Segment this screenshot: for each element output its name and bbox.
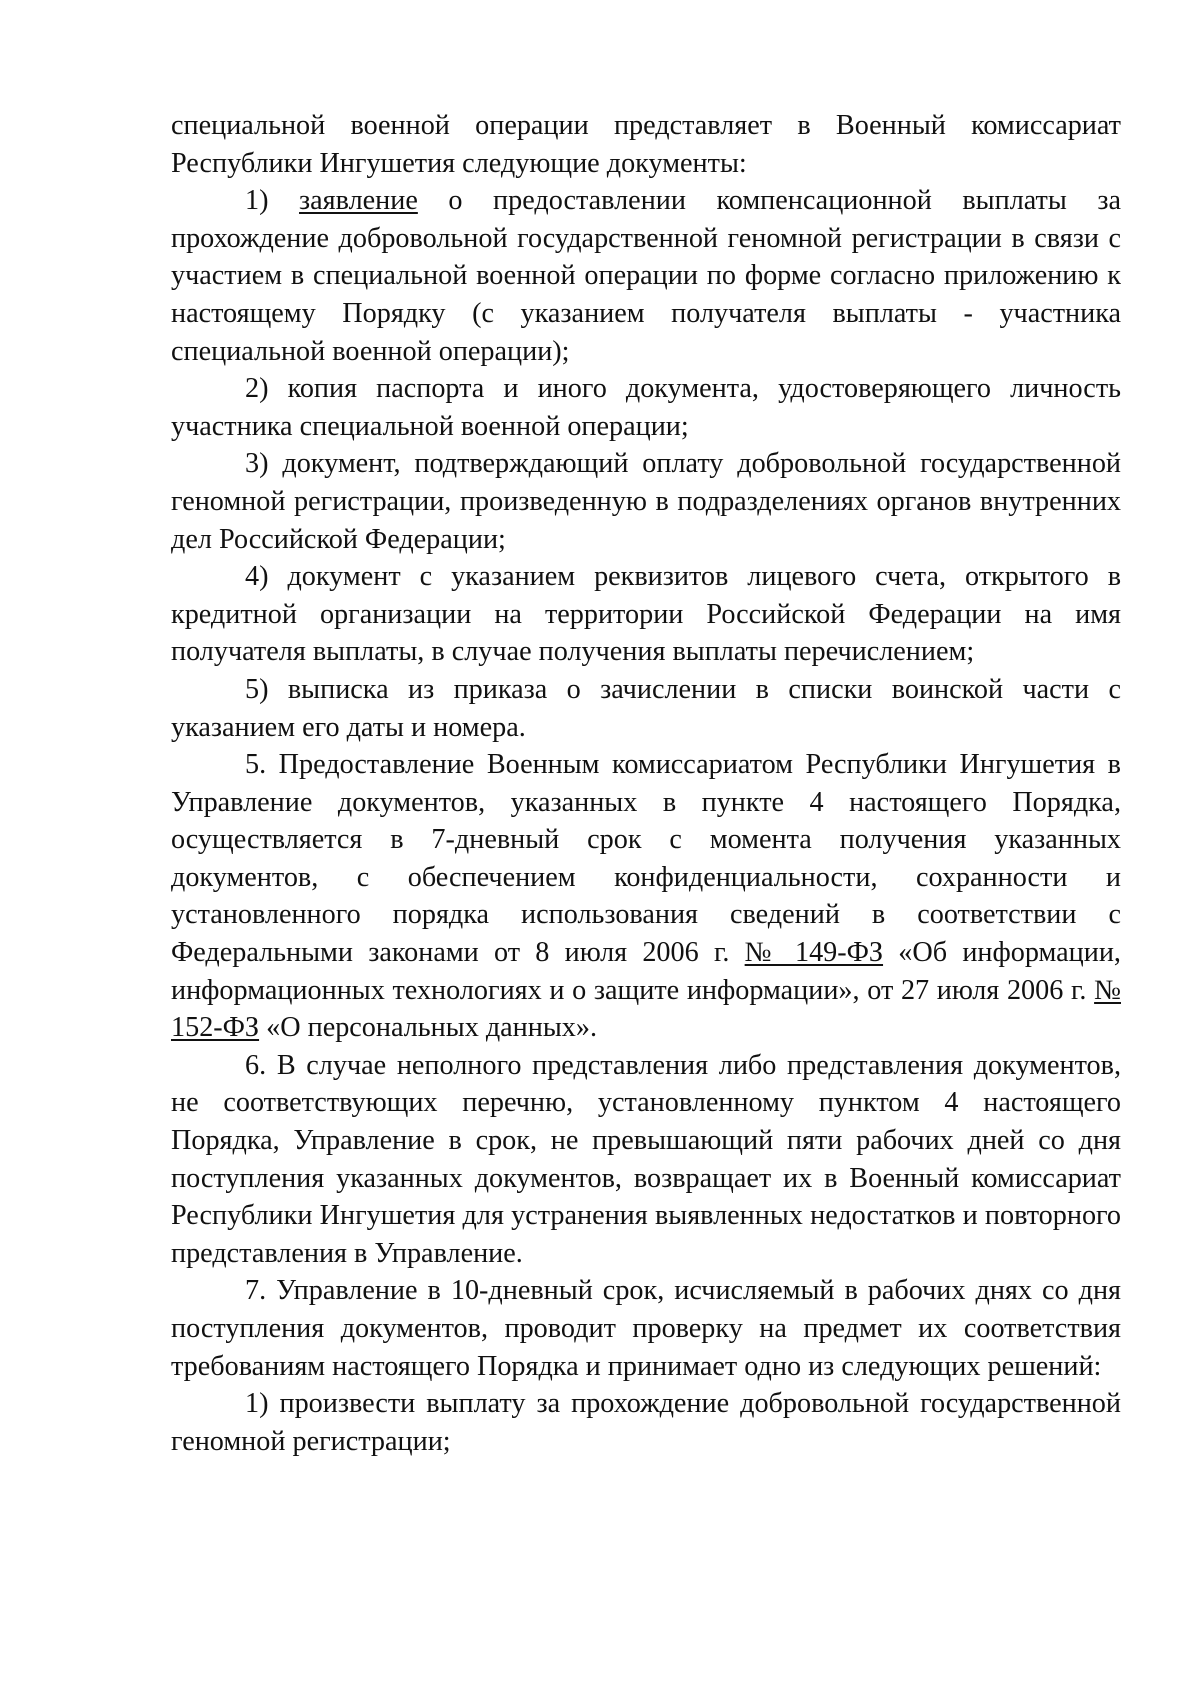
law-152-fz-link[interactable]: № 152-ФЗ <box>171 974 1121 1044</box>
paragraph-7-item-1: 1) произвести выплату за прохождение добровольной государственной геномной регистрации; <box>171 1388 1121 1457</box>
application-form-link[interactable]: заявление <box>299 185 418 217</box>
list-item-3: 3) документ, подтверждающий оплату добровольной государственной геномной регистрации, произведенную в подразделениях органов внутренних дел Российской Федерации; <box>171 448 1121 555</box>
intro-paragraph: специальной военной операции представляет в Военный комиссариат Республики Ингушетия следующие документы: <box>171 110 1121 179</box>
list-item-text: о предоставлении компенсационной выплаты за прохождение добровольной государственной геномной регистрации в связи с участием в специальной военной операции по форме согласно приложению к настоящему Порядку (с указанием получателя выплаты - участника специальной военной операции); <box>171 185 1121 367</box>
list-item-number: 1) <box>245 185 300 217</box>
law-149-fz-link[interactable]: № 149-ФЗ <box>744 937 884 969</box>
list-item-5: 5) выписка из приказа о зачислении в списки воинской части с указанием его даты и номера. <box>171 673 1121 743</box>
list-item-2: 2) копия паспорта и иного документа, удостоверяющего личность участника специальной военной операции; <box>171 373 1121 442</box>
document-page <box>171 107 1121 1460</box>
paragraph-7: 7. Управление в 10-дневный срок, исчисляемый в рабочих днях со дня поступления документов, проводит проверку на предмет их соответствия требованиям настоящего Порядка и принимает одно из следующих решений: <box>171 1275 1121 1382</box>
paragraph-6: 6. В случае неполного представления либо представления документов, не соответствующих перечню, установленному пунктом 4 настоящего Порядка, Управление в срок, не превышающий пяти рабочих дней со дня поступления указанных документов, возвращает их в Военный комиссариат Республики Ингушетия для устранения выявленных недостатков и повторного представления в Управление. <box>171 1049 1121 1269</box>
list-item-1 <box>171 182 1121 370</box>
paragraph-5-text-b: «Об информации, информационных технологиях и о защите информации», от 27 июля 2006 г. <box>171 937 1121 1006</box>
paragraph-5 <box>171 746 1121 1047</box>
paragraph-5-text-a: 5. Предоставление Военным комиссариатом Республики Ингушетия в Управление документов, указанных в пункте 4 настоящего Порядка, осуществляется в 7-дневный срок с момента получения указанных документов, с обеспечением конфиденциальности, сохранности и установленного порядка использования сведений в соответствии с Федеральными законами от 8 июля 2006 г. <box>171 749 1121 969</box>
list-item-4: 4) документ с указанием реквизитов лицевого счета, открытого в кредитной организации на территории Российской Федерации на имя получателя выплаты, в случае получения выплаты перечислением; <box>171 561 1121 668</box>
paragraph-5-text-c: «О персональных данных». <box>259 1012 598 1044</box>
